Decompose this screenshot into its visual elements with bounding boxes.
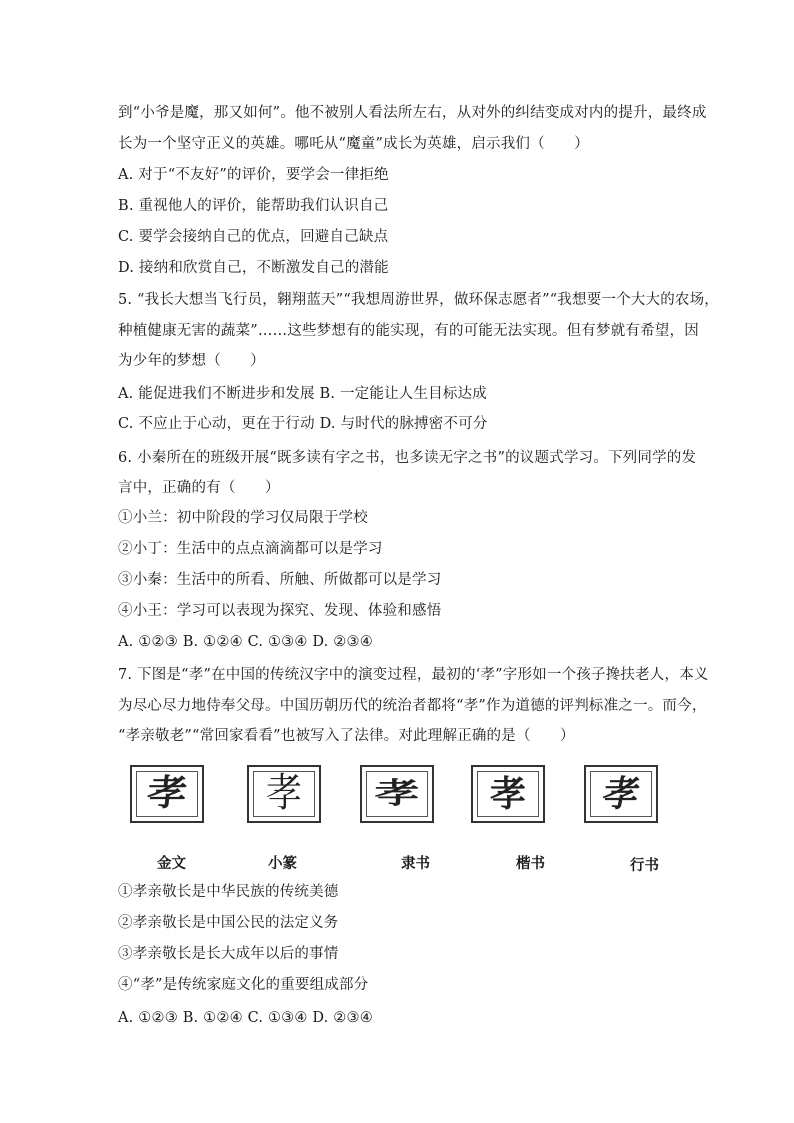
label-lishu: 隶书 bbox=[401, 855, 430, 872]
text-line: B. 重视他人的评价，能帮助我们认识自己 bbox=[118, 198, 389, 214]
glyph-box-lishu bbox=[360, 765, 434, 823]
text-line: ①孝亲敬长是中华民族的传统美德 bbox=[118, 884, 339, 900]
text-line: ①小兰：初中阶段的学习仅局限于学校 bbox=[118, 510, 368, 526]
text-line: ②小丁：生活中的点点滴滴都可以是学习 bbox=[118, 541, 383, 557]
text-line: 到“小爷是魔，那又如何”。他不被别人看法所左右，从对外的纠结变成对内的提升，最终成 bbox=[118, 105, 707, 121]
text-line: ④小王：学习可以表现为探究、发现、体验和感悟 bbox=[118, 603, 442, 619]
text-line: C. 要学会接纳自己的优点，回避自己缺点 bbox=[118, 229, 389, 245]
glyph-box-jinwen bbox=[130, 765, 204, 823]
label-xingshu: 行书 bbox=[630, 857, 659, 874]
glyph-lishu: 孝 bbox=[374, 777, 420, 810]
text-line: A. ①②③ B. ①②④ C. ①③④ D. ②③④ bbox=[118, 634, 373, 650]
text-line: 7. 下图是“孝”在中国的传统汉字中的演变过程，最初的‘孝”字形如一个孩子搀扶老人，本义 bbox=[118, 667, 709, 683]
text-line: 为尽心尽力地侍奉父母。中国历朝历代的统治者都将“孝”作为道德的评判标准之一。而今， bbox=[118, 698, 707, 714]
xiao-evolution-figure bbox=[130, 765, 670, 827]
text-line: A. ①②③ B. ①②④ C. ①③④ D. ②③④ bbox=[118, 1010, 373, 1026]
text-line: 为少年的梦想（ ） bbox=[118, 353, 265, 369]
glyph-box-xiaozhuan bbox=[247, 765, 321, 823]
text-line: 言中，正确的有（ ） bbox=[118, 480, 280, 496]
glyph-box-xingshu bbox=[584, 765, 658, 823]
glyph-kaishu: 孝 bbox=[489, 773, 526, 815]
label-jinwen: 金文 bbox=[157, 855, 186, 872]
label-kaishu: 楷书 bbox=[516, 855, 545, 872]
text-line: ④“孝”是传统家庭文化的重要组成部分 bbox=[118, 977, 369, 993]
text-line: ③小秦：生活中的所看、所触、所做都可以是学习 bbox=[118, 572, 442, 588]
text-line: ②孝亲敬长是中国公民的法定义务 bbox=[118, 915, 339, 931]
text-line: ③孝亲敬长是长大成年以后的事情 bbox=[118, 946, 339, 962]
text-line: C. 不应止于心动，更在于行动 D. 与时代的脉搏密不可分 bbox=[118, 416, 488, 432]
text-line: A. 对于“不友好”的评价，要学会一律拒绝 bbox=[118, 167, 389, 183]
glyph-box-kaishu bbox=[471, 765, 545, 823]
label-xiaozhuan: 小篆 bbox=[268, 855, 297, 872]
text-line: 5. “我长大想当飞行员，翱翔蓝天”“我想周游世界，做环保志愿者”“我想要一个大大的农场， bbox=[118, 292, 720, 308]
text-line: A. 能促进我们不断进步和发展 B. 一定能让人生目标达成 bbox=[118, 386, 487, 402]
text-line: D. 接纳和欣赏自己，不断激发自己的潜能 bbox=[118, 260, 389, 276]
glyph-xingshu: 孝 bbox=[598, 773, 644, 815]
text-line: “孝亲敬老”“常回家看看”也被写入了法律。对此理解正确的是（ ） bbox=[118, 728, 575, 744]
glyph-xiaozhuan: 孝 bbox=[265, 770, 302, 816]
text-line: 6. 小秦所在的班级开展“既多读有字之书，也多读无字之书”的议题式学习。下列同学的发 bbox=[118, 450, 697, 466]
text-line: 长为一个坚守正义的英雄。哪吒从“魔童”成长为英雄，启示我们（ ） bbox=[118, 136, 589, 152]
text-line: 种植健康无害的蔬菜”……这些梦想有的能实现，有的可能无法实现。但有梦就有希望，因 bbox=[118, 323, 699, 339]
glyph-jinwen: 孝 bbox=[144, 773, 190, 814]
